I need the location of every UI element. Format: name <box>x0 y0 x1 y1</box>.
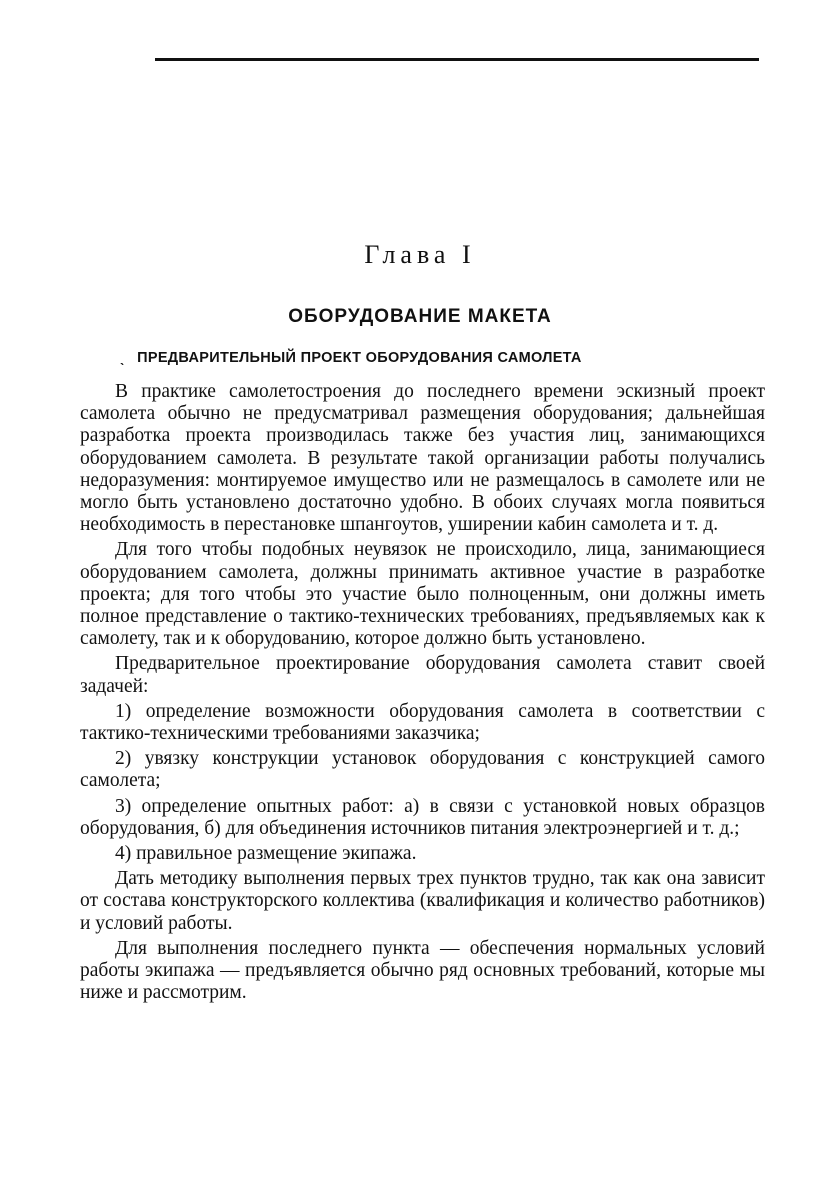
chapter-heading: Глава I <box>364 240 476 269</box>
section-title: ОБОРУДОВАНИЕ МАКЕТА <box>288 306 552 327</box>
paragraph: Для того чтобы подобных неувязок не происходило, лица, занимающиеся оборудованием самолета, должны принимать активное участие в разработке проекта; для того чтобы это участие было полноценным, они должны иметь полное представление о тактико-технических требованиях, предъявляемых как к самолету, так и к оборудованию, которое должно быть установлено. <box>80 539 765 650</box>
list-item: 1) определение возможности оборудования самолета в соответствии с тактико-техническими требованиями заказчика; <box>80 700 765 745</box>
paragraph: Предварительное проектирование оборудования самолета ставит своей задачей: <box>80 653 765 697</box>
list-item: 3) определение опытных работ: а) в связи с установкой новых образцов оборудования, б) для объединения источников питания электроэнергией и т. д.; <box>80 795 765 839</box>
paragraph: В практике самолетостроения до последнего времени эскизный проект самолета обычно не предусматривал размещения оборудования; дальнейшая разработка проекта производилась также без участия лиц, занимающихся оборудованием самолета. В результате такой организации работы получались недоразумения: монтируемое имущество или не размещалось в самолете или не могло быть установлено достаточно удобно. В обоих случаях могла появиться необходимость в перестановке шпангоутов, уширении кабин самолета и т. д. <box>80 381 765 536</box>
subsection-mark: ˎ <box>120 350 126 366</box>
subsection-heading <box>120 350 760 366</box>
body-text <box>80 381 765 1007</box>
paragraph: Дать методику выполнения первых трех пунктов трудно, так как она зависит от состава конструкторского коллектива (квалификация и количество работников) и условий работы. <box>80 868 765 934</box>
paragraph: Для выполнения последнего пункта — обеспечения нормальных условий работы экипажа — предъявляется обычно ряд основных требований, которые мы ниже и рассмотрим. <box>80 937 765 1004</box>
top-rule <box>155 58 759 61</box>
list-item: 2) увязку конструкции установок оборудования с конструкцией самого самолета; <box>80 748 765 792</box>
subsection-title: ПРЕДВАРИТЕЛЬНЫЙ ПРОЕКТ ОБОРУДОВАНИЯ САМОЛЕТА <box>137 350 582 366</box>
list-item: 4) правильное размещение экипажа. <box>115 843 417 865</box>
